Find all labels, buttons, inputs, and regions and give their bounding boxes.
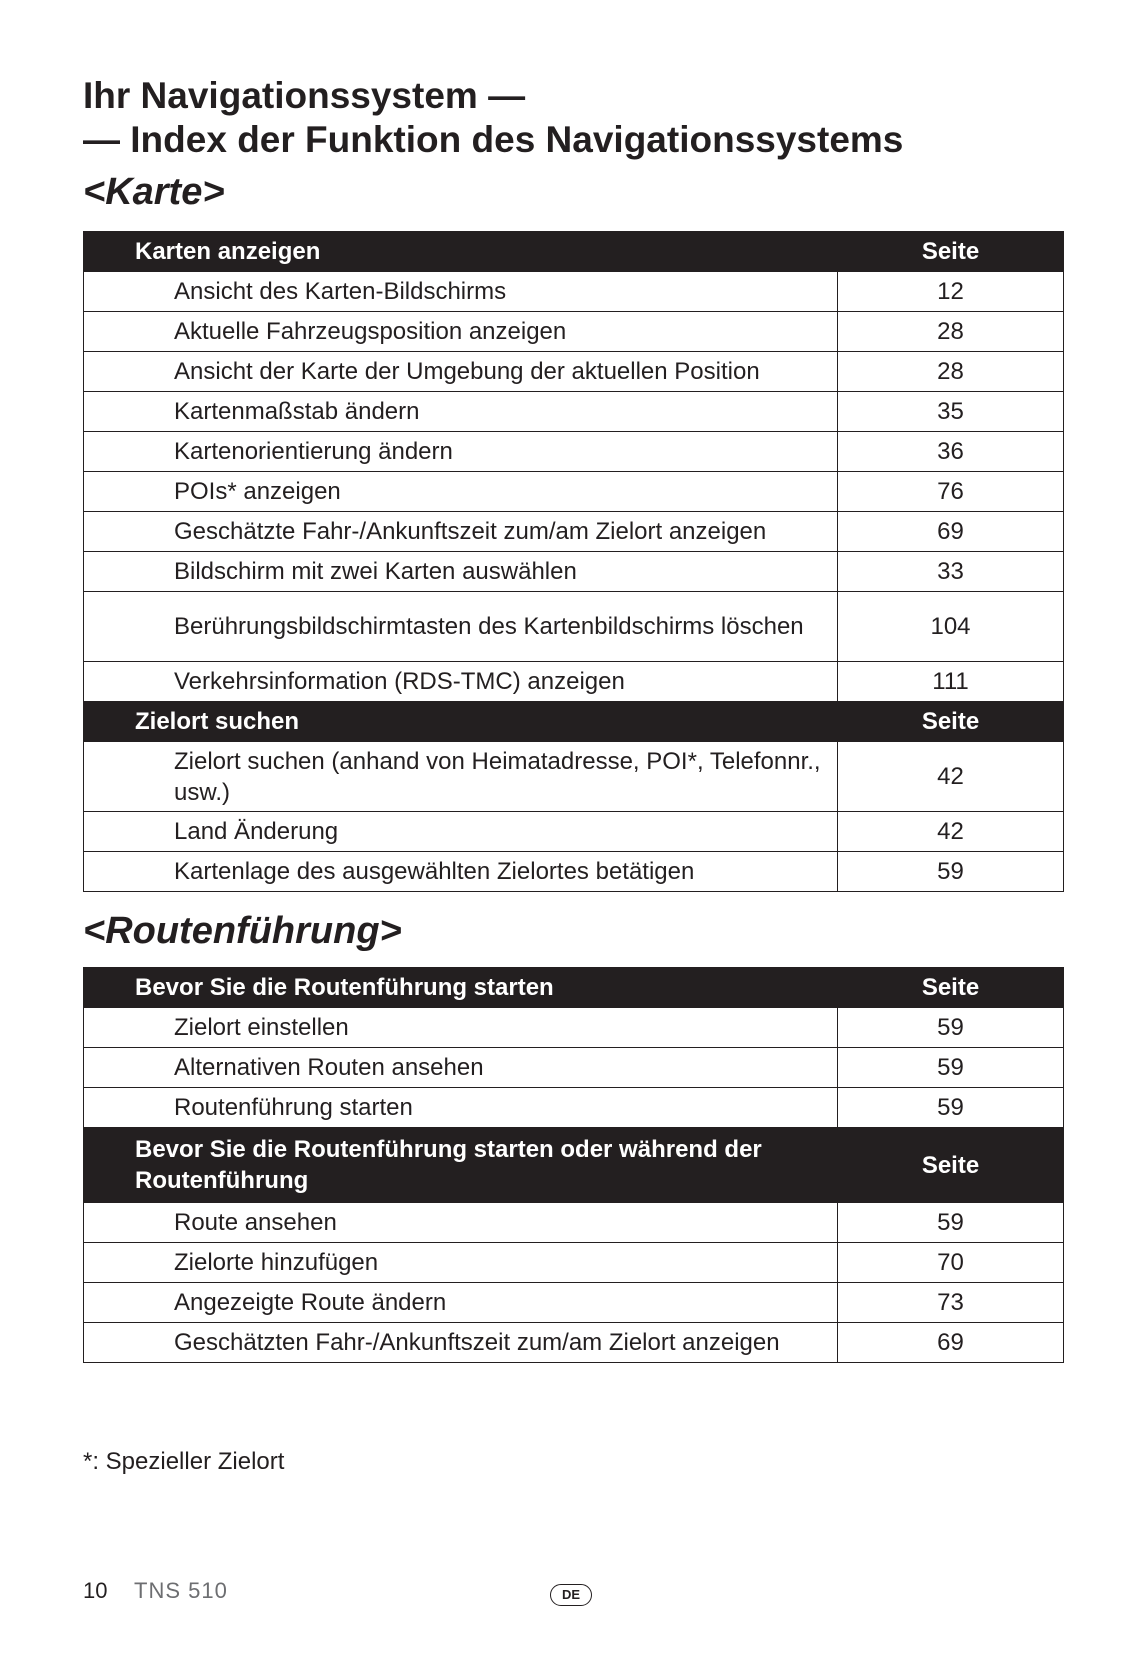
- row-page: 69: [838, 512, 1064, 552]
- page-title-line-1: Ihr Navigationssystem —: [83, 75, 526, 116]
- row-page: 35: [838, 392, 1064, 432]
- page-title: [83, 74, 903, 162]
- table-row: [84, 742, 1064, 812]
- row-label: Geschätzten Fahr-/Ankunftszeit zum/am Zielort anzeigen: [84, 1323, 838, 1363]
- table-row: [84, 1203, 1064, 1243]
- row-page: 111: [838, 662, 1064, 702]
- row-label: Kartenlage des ausgewählten Zielortes betätigen: [84, 852, 838, 892]
- table-row: [84, 272, 1064, 312]
- row-page: 28: [838, 312, 1064, 352]
- row-page: 42: [838, 812, 1064, 852]
- index-table-karte: [83, 231, 1064, 892]
- row-page: 73: [838, 1283, 1064, 1323]
- table-row: [84, 1283, 1064, 1323]
- row-label: Aktuelle Fahrzeugsposition anzeigen: [84, 312, 838, 352]
- row-page: 69: [838, 1323, 1064, 1363]
- row-label: Zielort suchen (anhand von Heimatadresse, POI*, Telefonnr., usw.): [84, 742, 838, 812]
- table-row: [84, 512, 1064, 552]
- table-row: [84, 432, 1064, 472]
- row-page: 59: [838, 1088, 1064, 1128]
- section-heading-karte: <Karte>: [83, 171, 225, 213]
- table-row: [84, 1243, 1064, 1283]
- group-header-page: Seite: [838, 702, 1064, 742]
- section-heading-routenfuehrung: <Routenführung>: [83, 910, 402, 952]
- row-page: 70: [838, 1243, 1064, 1283]
- row-label: POIs* anzeigen: [84, 472, 838, 512]
- table-group-header: [84, 702, 1064, 742]
- row-page: 59: [838, 1008, 1064, 1048]
- row-label: Land Änderung: [84, 812, 838, 852]
- table-row: [84, 472, 1064, 512]
- group-header-page: Seite: [838, 232, 1064, 272]
- row-page: 59: [838, 852, 1064, 892]
- table-row: [84, 1088, 1064, 1128]
- table-row: [84, 592, 1064, 662]
- footnote: *: Spezieller Zielort: [83, 1448, 285, 1475]
- table-group-header: [84, 968, 1064, 1008]
- row-label: Geschätzte Fahr-/Ankunftszeit zum/am Zielort anzeigen: [84, 512, 838, 552]
- group-header-label: Zielort suchen: [84, 702, 838, 742]
- row-page: 33: [838, 552, 1064, 592]
- table-row: [84, 392, 1064, 432]
- row-page: 104: [838, 592, 1064, 662]
- table-group-header: [84, 232, 1064, 272]
- table-group-header: [84, 1128, 1064, 1203]
- row-label: Ansicht der Karte der Umgebung der aktuellen Position: [84, 352, 838, 392]
- row-page: 59: [838, 1203, 1064, 1243]
- row-label: Zielort einstellen: [84, 1008, 838, 1048]
- row-label: Routenführung starten: [84, 1088, 838, 1128]
- row-label: Berührungsbildschirmtasten des Kartenbildschirms löschen: [84, 592, 838, 662]
- page-title-line-2: — Index der Funktion des Navigationssystems: [83, 119, 904, 160]
- row-label: Ansicht des Karten-Bildschirms: [84, 272, 838, 312]
- table-row: [84, 312, 1064, 352]
- footer-page-number: 10: [83, 1578, 108, 1603]
- row-page: 59: [838, 1048, 1064, 1088]
- table-row: [84, 852, 1064, 892]
- row-page: 36: [838, 432, 1064, 472]
- row-page: 28: [838, 352, 1064, 392]
- row-label: Kartenorientierung ändern: [84, 432, 838, 472]
- table-row: [84, 1048, 1064, 1088]
- row-label: Alternativen Routen ansehen: [84, 1048, 838, 1088]
- row-label: Angezeigte Route ändern: [84, 1283, 838, 1323]
- table-row: [84, 812, 1064, 852]
- row-label: Zielorte hinzufügen: [84, 1243, 838, 1283]
- group-header-label: Bevor Sie die Routenführung starten oder während der Routenführung: [84, 1128, 838, 1203]
- group-header-label: Bevor Sie die Routenführung starten: [84, 968, 838, 1008]
- row-label: Kartenmaßstab ändern: [84, 392, 838, 432]
- row-page: 76: [838, 472, 1064, 512]
- table-row: [84, 1008, 1064, 1048]
- table-row: [84, 552, 1064, 592]
- table-row: [84, 352, 1064, 392]
- language-badge: DE: [550, 1584, 592, 1606]
- group-header-page: Seite: [838, 1128, 1064, 1203]
- table-row: [84, 1323, 1064, 1363]
- group-header-label: Karten anzeigen: [84, 232, 838, 272]
- index-table-routenfuehrung: [83, 967, 1064, 1363]
- row-page: 42: [838, 742, 1064, 812]
- row-label: Bildschirm mit zwei Karten auswählen: [84, 552, 838, 592]
- group-header-page: Seite: [838, 968, 1064, 1008]
- row-label: Route ansehen: [84, 1203, 838, 1243]
- row-page: 12: [838, 272, 1064, 312]
- row-label: Verkehrsinformation (RDS-TMC) anzeigen: [84, 662, 838, 702]
- table-row: [84, 662, 1064, 702]
- footer-model-name: TNS 510: [134, 1578, 228, 1603]
